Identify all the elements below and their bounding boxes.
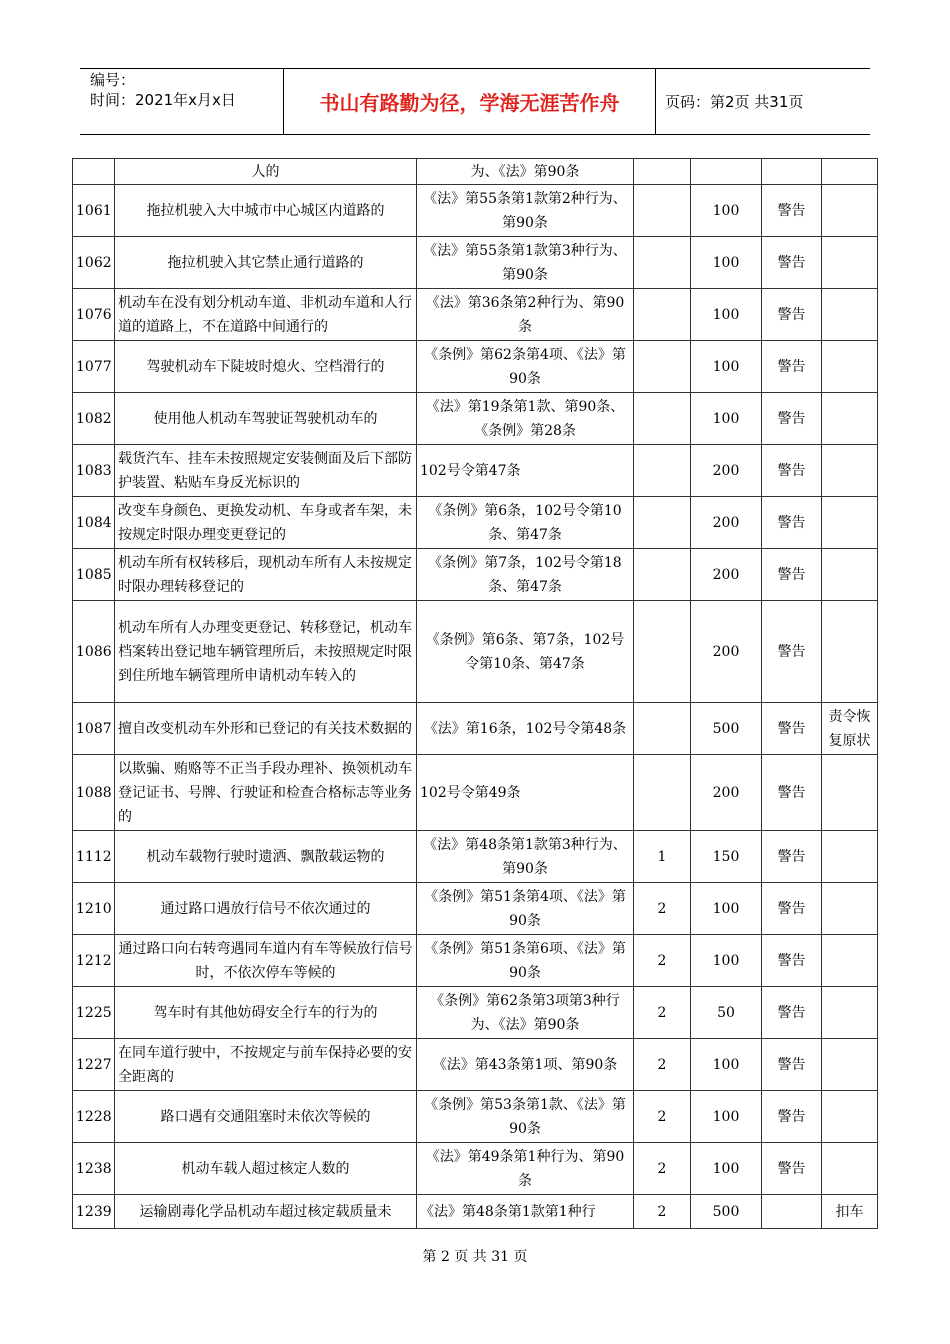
other-measure-cell bbox=[822, 601, 878, 703]
other-measure-cell bbox=[822, 1039, 878, 1091]
violation-code-cell: 1083 bbox=[73, 445, 115, 497]
fine-amount-cell bbox=[691, 159, 762, 185]
violation-code-cell: 1212 bbox=[73, 935, 115, 987]
legal-basis-cell: 《法》第48条第1款第3种行为、第90条 bbox=[417, 831, 634, 883]
header-page-number: 页码：第2页 共31页 bbox=[665, 93, 804, 111]
fine-amount-cell: 200 bbox=[691, 601, 762, 703]
violation-code-cell: 1239 bbox=[73, 1195, 115, 1229]
violation-code-cell: 1227 bbox=[73, 1039, 115, 1091]
table-row bbox=[73, 601, 878, 703]
violation-description-cell: 通过路口向右转弯遇同车道内有车等候放行信号时，不依次停车等候的 bbox=[115, 935, 417, 987]
legal-basis-cell: 《法》第48条第1款第1种行 bbox=[417, 1195, 634, 1229]
legal-basis-cell: 《条例》第6条、第7条，102号令第10条、第47条 bbox=[417, 601, 634, 703]
table-row bbox=[73, 237, 878, 289]
penalty-cell: 警告 bbox=[762, 987, 822, 1039]
violation-description-cell: 机动车所有权转移后，现机动车所有人未按规定时限办理转移登记的 bbox=[115, 549, 417, 601]
other-measure-cell bbox=[822, 935, 878, 987]
violation-description-cell: 载货汽车、挂车未按照规定安装侧面及后下部防护装置、粘贴车身反光标识的 bbox=[115, 445, 417, 497]
header-divider bbox=[655, 68, 656, 135]
points-cell bbox=[634, 445, 691, 497]
legal-basis-cell: 《法》第43条第1项、第90条 bbox=[417, 1039, 634, 1091]
points-cell bbox=[634, 601, 691, 703]
penalty-cell: 警告 bbox=[762, 1143, 822, 1195]
points-cell: 2 bbox=[634, 935, 691, 987]
points-cell bbox=[634, 703, 691, 755]
points-cell: 2 bbox=[634, 1195, 691, 1229]
penalty-cell: 警告 bbox=[762, 497, 822, 549]
points-cell: 2 bbox=[634, 987, 691, 1039]
other-measure-cell: 责令恢复原状 bbox=[822, 703, 878, 755]
table-row bbox=[73, 831, 878, 883]
violation-description-cell: 驾车时有其他妨碍安全行车的行为的 bbox=[115, 987, 417, 1039]
penalty-cell bbox=[762, 1195, 822, 1229]
fine-amount-cell: 100 bbox=[691, 393, 762, 445]
violation-code-cell: 1085 bbox=[73, 549, 115, 601]
points-cell: 2 bbox=[634, 1091, 691, 1143]
points-cell: 2 bbox=[634, 1039, 691, 1091]
other-measure-cell bbox=[822, 341, 878, 393]
points-cell bbox=[634, 755, 691, 831]
legal-basis-cell: 《法》第19条第1款、第90条、《条例》第28条 bbox=[417, 393, 634, 445]
points-cell: 1 bbox=[634, 831, 691, 883]
table-row bbox=[73, 497, 878, 549]
violation-description-cell: 通过路口遇放行信号不依次通过的 bbox=[115, 883, 417, 935]
table-row bbox=[73, 393, 878, 445]
table-row bbox=[73, 935, 878, 987]
table-row bbox=[73, 987, 878, 1039]
violation-code-cell: 1112 bbox=[73, 831, 115, 883]
penalty-cell: 警告 bbox=[762, 1039, 822, 1091]
violation-description-cell: 路口遇有交通阻塞时未依次等候的 bbox=[115, 1091, 417, 1143]
page-footer: 第 2 页 共 31 页 bbox=[422, 1249, 528, 1265]
table-row bbox=[73, 289, 878, 341]
violation-description-cell: 拖拉机驶入其它禁止通行道路的 bbox=[115, 237, 417, 289]
violation-code-cell: 1061 bbox=[73, 185, 115, 237]
violation-code-cell: 1088 bbox=[73, 755, 115, 831]
points-cell bbox=[634, 159, 691, 185]
other-measure-cell bbox=[822, 497, 878, 549]
other-measure-cell: 扣车 bbox=[822, 1195, 878, 1229]
points-cell bbox=[634, 393, 691, 445]
table-row bbox=[73, 1091, 878, 1143]
other-measure-cell bbox=[822, 1091, 878, 1143]
violation-code-cell: 1087 bbox=[73, 703, 115, 755]
penalty-cell: 警告 bbox=[762, 549, 822, 601]
other-measure-cell bbox=[822, 185, 878, 237]
fine-amount-cell: 150 bbox=[691, 831, 762, 883]
fine-amount-cell: 100 bbox=[691, 289, 762, 341]
violation-code-cell: 1077 bbox=[73, 341, 115, 393]
violation-code-cell: 1084 bbox=[73, 497, 115, 549]
violation-description-cell: 人的 bbox=[115, 159, 417, 185]
legal-basis-cell: 102号令第49条 bbox=[417, 755, 634, 831]
table-row bbox=[73, 755, 878, 831]
fine-amount-cell: 500 bbox=[691, 1195, 762, 1229]
doc-date-label: 时间：2021年x月x日 bbox=[90, 91, 236, 109]
violation-table-body bbox=[73, 159, 878, 1229]
violation-code-cell: 1082 bbox=[73, 393, 115, 445]
violation-code-cell: 1225 bbox=[73, 987, 115, 1039]
table-row bbox=[73, 1195, 878, 1229]
penalty-cell: 警告 bbox=[762, 883, 822, 935]
violation-description-cell: 使用他人机动车驾驶证驾驶机动车的 bbox=[115, 393, 417, 445]
legal-basis-cell: 《法》第55条第1款第3种行为、第90条 bbox=[417, 237, 634, 289]
fine-amount-cell: 200 bbox=[691, 549, 762, 601]
penalty-cell: 警告 bbox=[762, 341, 822, 393]
legal-basis-cell: 《条例》第6条，102号令第10条、第47条 bbox=[417, 497, 634, 549]
points-cell bbox=[634, 497, 691, 549]
penalty-cell: 警告 bbox=[762, 703, 822, 755]
penalty-cell: 警告 bbox=[762, 289, 822, 341]
points-cell bbox=[634, 549, 691, 601]
penalty-cell: 警告 bbox=[762, 393, 822, 445]
legal-basis-cell: 为、《法》第90条 bbox=[417, 159, 634, 185]
violation-code-cell bbox=[73, 159, 115, 185]
violation-description-cell: 擅自改变机动车外形和已登记的有关技术数据的 bbox=[115, 703, 417, 755]
legal-basis-cell: 《条例》第51条第6项、《法》第90条 bbox=[417, 935, 634, 987]
fine-amount-cell: 200 bbox=[691, 755, 762, 831]
other-measure-cell bbox=[822, 445, 878, 497]
penalty-cell: 警告 bbox=[762, 237, 822, 289]
penalty-cell: 警告 bbox=[762, 1091, 822, 1143]
table-row bbox=[73, 883, 878, 935]
penalty-cell bbox=[762, 159, 822, 185]
fine-amount-cell: 200 bbox=[691, 497, 762, 549]
other-measure-cell bbox=[822, 549, 878, 601]
header-meta bbox=[90, 70, 236, 110]
penalty-cell: 警告 bbox=[762, 185, 822, 237]
violation-description-cell: 改变车身颜色、更换发动机、车身或者车架，未按规定时限办理变更登记的 bbox=[115, 497, 417, 549]
legal-basis-cell: 《条例》第62条第3项第3种行为、《法》第90条 bbox=[417, 987, 634, 1039]
legal-basis-cell: 《条例》第7条，102号令第18条、第47条 bbox=[417, 549, 634, 601]
violation-description-cell: 机动车载人超过核定人数的 bbox=[115, 1143, 417, 1195]
other-measure-cell bbox=[822, 755, 878, 831]
fine-amount-cell: 100 bbox=[691, 1091, 762, 1143]
fine-amount-cell: 50 bbox=[691, 987, 762, 1039]
table-row bbox=[73, 159, 878, 185]
other-measure-cell bbox=[822, 883, 878, 935]
violation-code-cell: 1238 bbox=[73, 1143, 115, 1195]
other-measure-cell bbox=[822, 393, 878, 445]
fine-amount-cell: 100 bbox=[691, 1143, 762, 1195]
violation-description-cell: 以欺骗、贿赂等不正当手段办理补、换领机动车登记证书、号牌、行驶证和检查合格标志等业务的 bbox=[115, 755, 417, 831]
fine-amount-cell: 100 bbox=[691, 185, 762, 237]
legal-basis-cell: 《条例》第53条第1款、《法》第90条 bbox=[417, 1091, 634, 1143]
legal-basis-cell: 《法》第55条第1款第2种行为、第90条 bbox=[417, 185, 634, 237]
fine-amount-cell: 200 bbox=[691, 445, 762, 497]
violation-description-cell: 拖拉机驶入大中城市中心城区内道路的 bbox=[115, 185, 417, 237]
violation-description-cell: 机动车所有人办理变更登记、转移登记，机动车档案转出登记地车辆管理所后，未按照规定时限到住所地车辆管理所申请机动车转入的 bbox=[115, 601, 417, 703]
violation-code-cell: 1062 bbox=[73, 237, 115, 289]
other-measure-cell bbox=[822, 1143, 878, 1195]
other-measure-cell bbox=[822, 289, 878, 341]
fine-amount-cell: 100 bbox=[691, 237, 762, 289]
points-cell: 2 bbox=[634, 1143, 691, 1195]
table-row bbox=[73, 549, 878, 601]
penalty-cell: 警告 bbox=[762, 601, 822, 703]
other-measure-cell bbox=[822, 159, 878, 185]
table-row bbox=[73, 1143, 878, 1195]
legal-basis-cell: 102号令第47条 bbox=[417, 445, 634, 497]
table-row bbox=[73, 703, 878, 755]
penalty-cell: 警告 bbox=[762, 755, 822, 831]
points-cell bbox=[634, 289, 691, 341]
fine-amount-cell: 100 bbox=[691, 935, 762, 987]
points-cell bbox=[634, 185, 691, 237]
legal-basis-cell: 《法》第16条，102号令第48条 bbox=[417, 703, 634, 755]
other-measure-cell bbox=[822, 987, 878, 1039]
penalty-cell: 警告 bbox=[762, 935, 822, 987]
table-row bbox=[73, 341, 878, 393]
doc-code-label: 编号： bbox=[90, 71, 136, 89]
violation-code-cell: 1086 bbox=[73, 601, 115, 703]
other-measure-cell bbox=[822, 831, 878, 883]
points-cell: 2 bbox=[634, 883, 691, 935]
legal-basis-cell: 《法》第36条第2种行为、第90条 bbox=[417, 289, 634, 341]
legal-basis-cell: 《条例》第62条第4项、《法》第90条 bbox=[417, 341, 634, 393]
violation-description-cell: 机动车载物行驶时遗洒、飘散载运物的 bbox=[115, 831, 417, 883]
legal-basis-cell: 《条例》第51条第4项、《法》第90条 bbox=[417, 883, 634, 935]
violation-code-cell: 1228 bbox=[73, 1091, 115, 1143]
other-measure-cell bbox=[822, 237, 878, 289]
violation-code-cell: 1210 bbox=[73, 883, 115, 935]
table-row bbox=[73, 185, 878, 237]
penalty-cell: 警告 bbox=[762, 445, 822, 497]
points-cell bbox=[634, 237, 691, 289]
legal-basis-cell: 《法》第49条第1种行为、第90条 bbox=[417, 1143, 634, 1195]
table-row bbox=[73, 445, 878, 497]
violation-description-cell: 驾驶机动车下陡坡时熄火、空档滑行的 bbox=[115, 341, 417, 393]
fine-amount-cell: 500 bbox=[691, 703, 762, 755]
fine-amount-cell: 100 bbox=[691, 1039, 762, 1091]
violation-description-cell: 机动车在没有划分机动车道、非机动车道和人行道的道路上，不在道路中间通行的 bbox=[115, 289, 417, 341]
penalty-cell: 警告 bbox=[762, 831, 822, 883]
fine-amount-cell: 100 bbox=[691, 883, 762, 935]
violation-description-cell: 运输剧毒化学品机动车超过核定载质量未 bbox=[115, 1195, 417, 1229]
violation-code-cell: 1076 bbox=[73, 289, 115, 341]
points-cell bbox=[634, 341, 691, 393]
table-row bbox=[73, 1039, 878, 1091]
header-motto: 书山有路勤为径，学海无涯苦作舟 bbox=[319, 91, 620, 115]
violation-description-cell: 在同车道行驶中，不按规定与前车保持必要的安全距离的 bbox=[115, 1039, 417, 1091]
fine-amount-cell: 100 bbox=[691, 341, 762, 393]
violation-table bbox=[72, 158, 878, 1229]
